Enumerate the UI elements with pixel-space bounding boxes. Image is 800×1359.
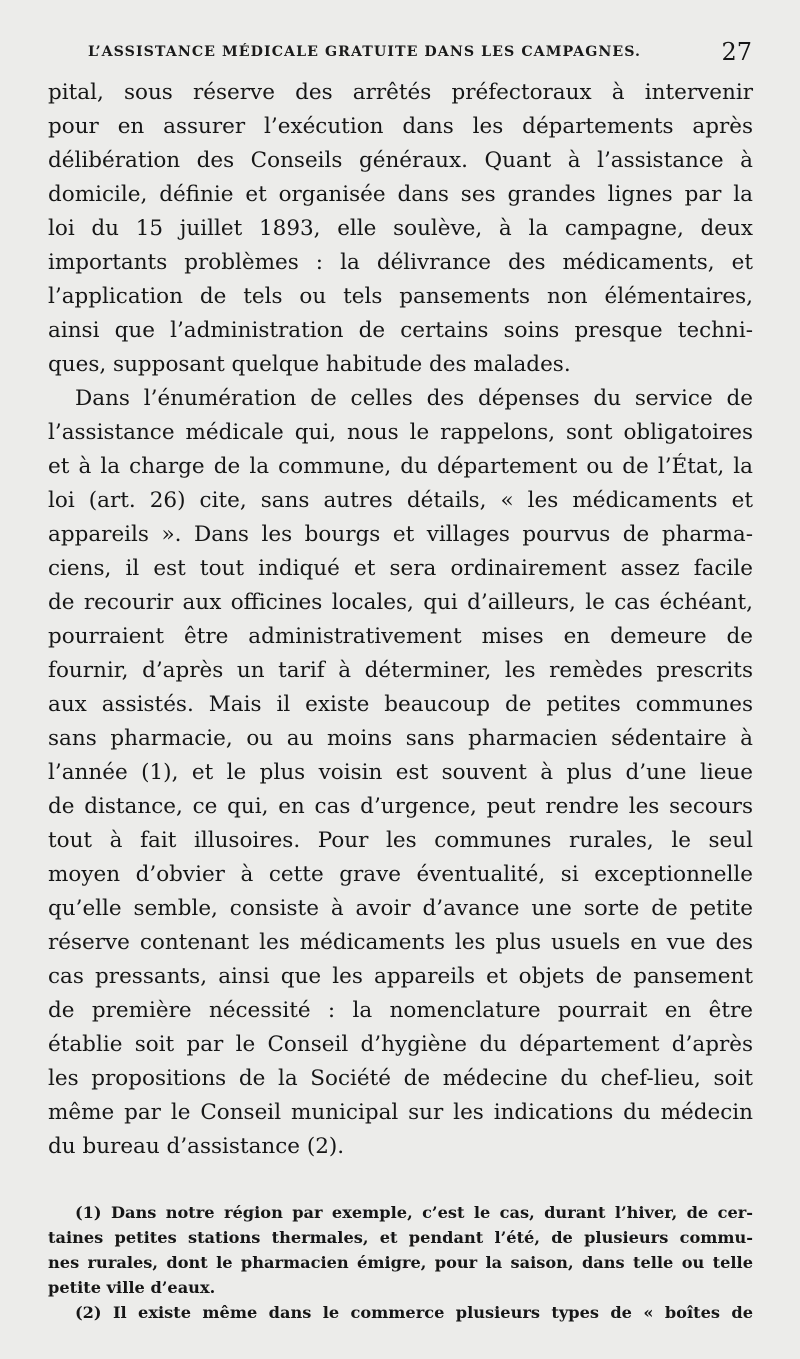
paragraph-start-line: Dans l’énumération de celles des dépenses du service de	[75, 386, 753, 411]
text-line: de distance, ce qui, en cas d’urgence, peut rendre les secours	[48, 794, 753, 819]
text-line: domicile, définie et organisée dans ses grandes lignes par la	[48, 182, 753, 207]
footnote-line: petite ville d’eaux.	[48, 1278, 216, 1297]
text-line: du bureau d’assistance (2).	[48, 1134, 345, 1159]
text-line: fournir, d’après un tarif à déterminer, les remèdes prescrits	[48, 658, 753, 683]
text-line: tout à fait illusoires. Pour les communes rurales, le seul	[48, 828, 753, 853]
text-line: réserve contenant les médicaments les plus usuels en vue des	[48, 930, 753, 955]
text-line: sans pharmacie, ou au moins sans pharmacien sédentaire à	[48, 726, 753, 751]
text-line: importants problèmes : la délivrance des médicaments, et	[48, 250, 753, 275]
text-line: aux assistés. Mais il existe beaucoup de petites communes	[48, 692, 753, 717]
text-line: l’application de tels ou tels pansements non élémentaires,	[48, 284, 753, 309]
text-line: loi du 15 juillet 1893, elle soulève, à la campagne, deux	[48, 216, 753, 241]
text-line: l’année (1), et le plus voisin est souvent à plus d’une lieue	[48, 760, 753, 785]
text-line: cas pressants, ainsi que les appareils et objets de pansement	[48, 964, 753, 989]
text-line: qu’elle semble, consiste à avoir d’avance une sorte de petite	[48, 896, 753, 921]
page-header	[62, 38, 752, 66]
text-line: pourraient être administrativement mises en demeure de	[48, 624, 753, 649]
text-line: appareils ». Dans les bourgs et villages pourvus de pharma-	[48, 522, 753, 547]
text-line: l’assistance médicale qui, nous le rappelons, sont obligatoires	[48, 420, 753, 445]
footnote-line: (2) Il existe même dans le commerce plusieurs types de « boîtes de	[75, 1303, 753, 1322]
text-line: et à la charge de la commune, du département ou de l’État, la	[48, 454, 753, 479]
text-line: de recourir aux officines locales, qui d’ailleurs, le cas échéant,	[48, 590, 753, 615]
text-line: même par le Conseil municipal sur les indications du médecin	[48, 1100, 753, 1125]
text-line: ques, supposant quelque habitude des malades.	[48, 352, 571, 377]
footnote-line: nes rurales, dont le pharmacien émigre, pour la saison, dans telle ou telle	[48, 1253, 753, 1272]
text-line: pital, sous réserve des arrêtés préfectoraux à intervenir	[48, 80, 753, 105]
footnote-line: taines petites stations thermales, et pendant l’été, de plusieurs commu-	[48, 1228, 753, 1247]
running-head: L’ASSISTANCE MÉDICALE GRATUITE DANS LES CAMPAGNES.	[88, 44, 642, 60]
text-line: ciens, il est tout indiqué et sera ordinairement assez facile	[48, 556, 753, 581]
text-line: pour en assurer l’exécution dans les départements après	[48, 114, 753, 139]
text-line: les propositions de la Société de médecine du chef-lieu, soit	[48, 1066, 753, 1091]
text-line: ainsi que l’administration de certains soins presque techni-	[48, 318, 753, 343]
footnote-line: (1) Dans notre région par exemple, c’est le cas, durant l’hiver, de cer-	[75, 1203, 753, 1222]
page-number: 27	[721, 38, 752, 66]
text-line: loi (art. 26) cite, sans autres détails, « les médicaments et	[48, 488, 753, 513]
text-line: moyen d’obvier à cette grave éventualité, si exceptionnelle	[48, 862, 753, 887]
text-line: de première nécessité : la nomenclature pourrait en être	[48, 998, 753, 1023]
text-line: établie soit par le Conseil d’hygiène du département d’après	[48, 1032, 753, 1057]
text-line: délibération des Conseils généraux. Quant à l’assistance à	[48, 148, 753, 173]
